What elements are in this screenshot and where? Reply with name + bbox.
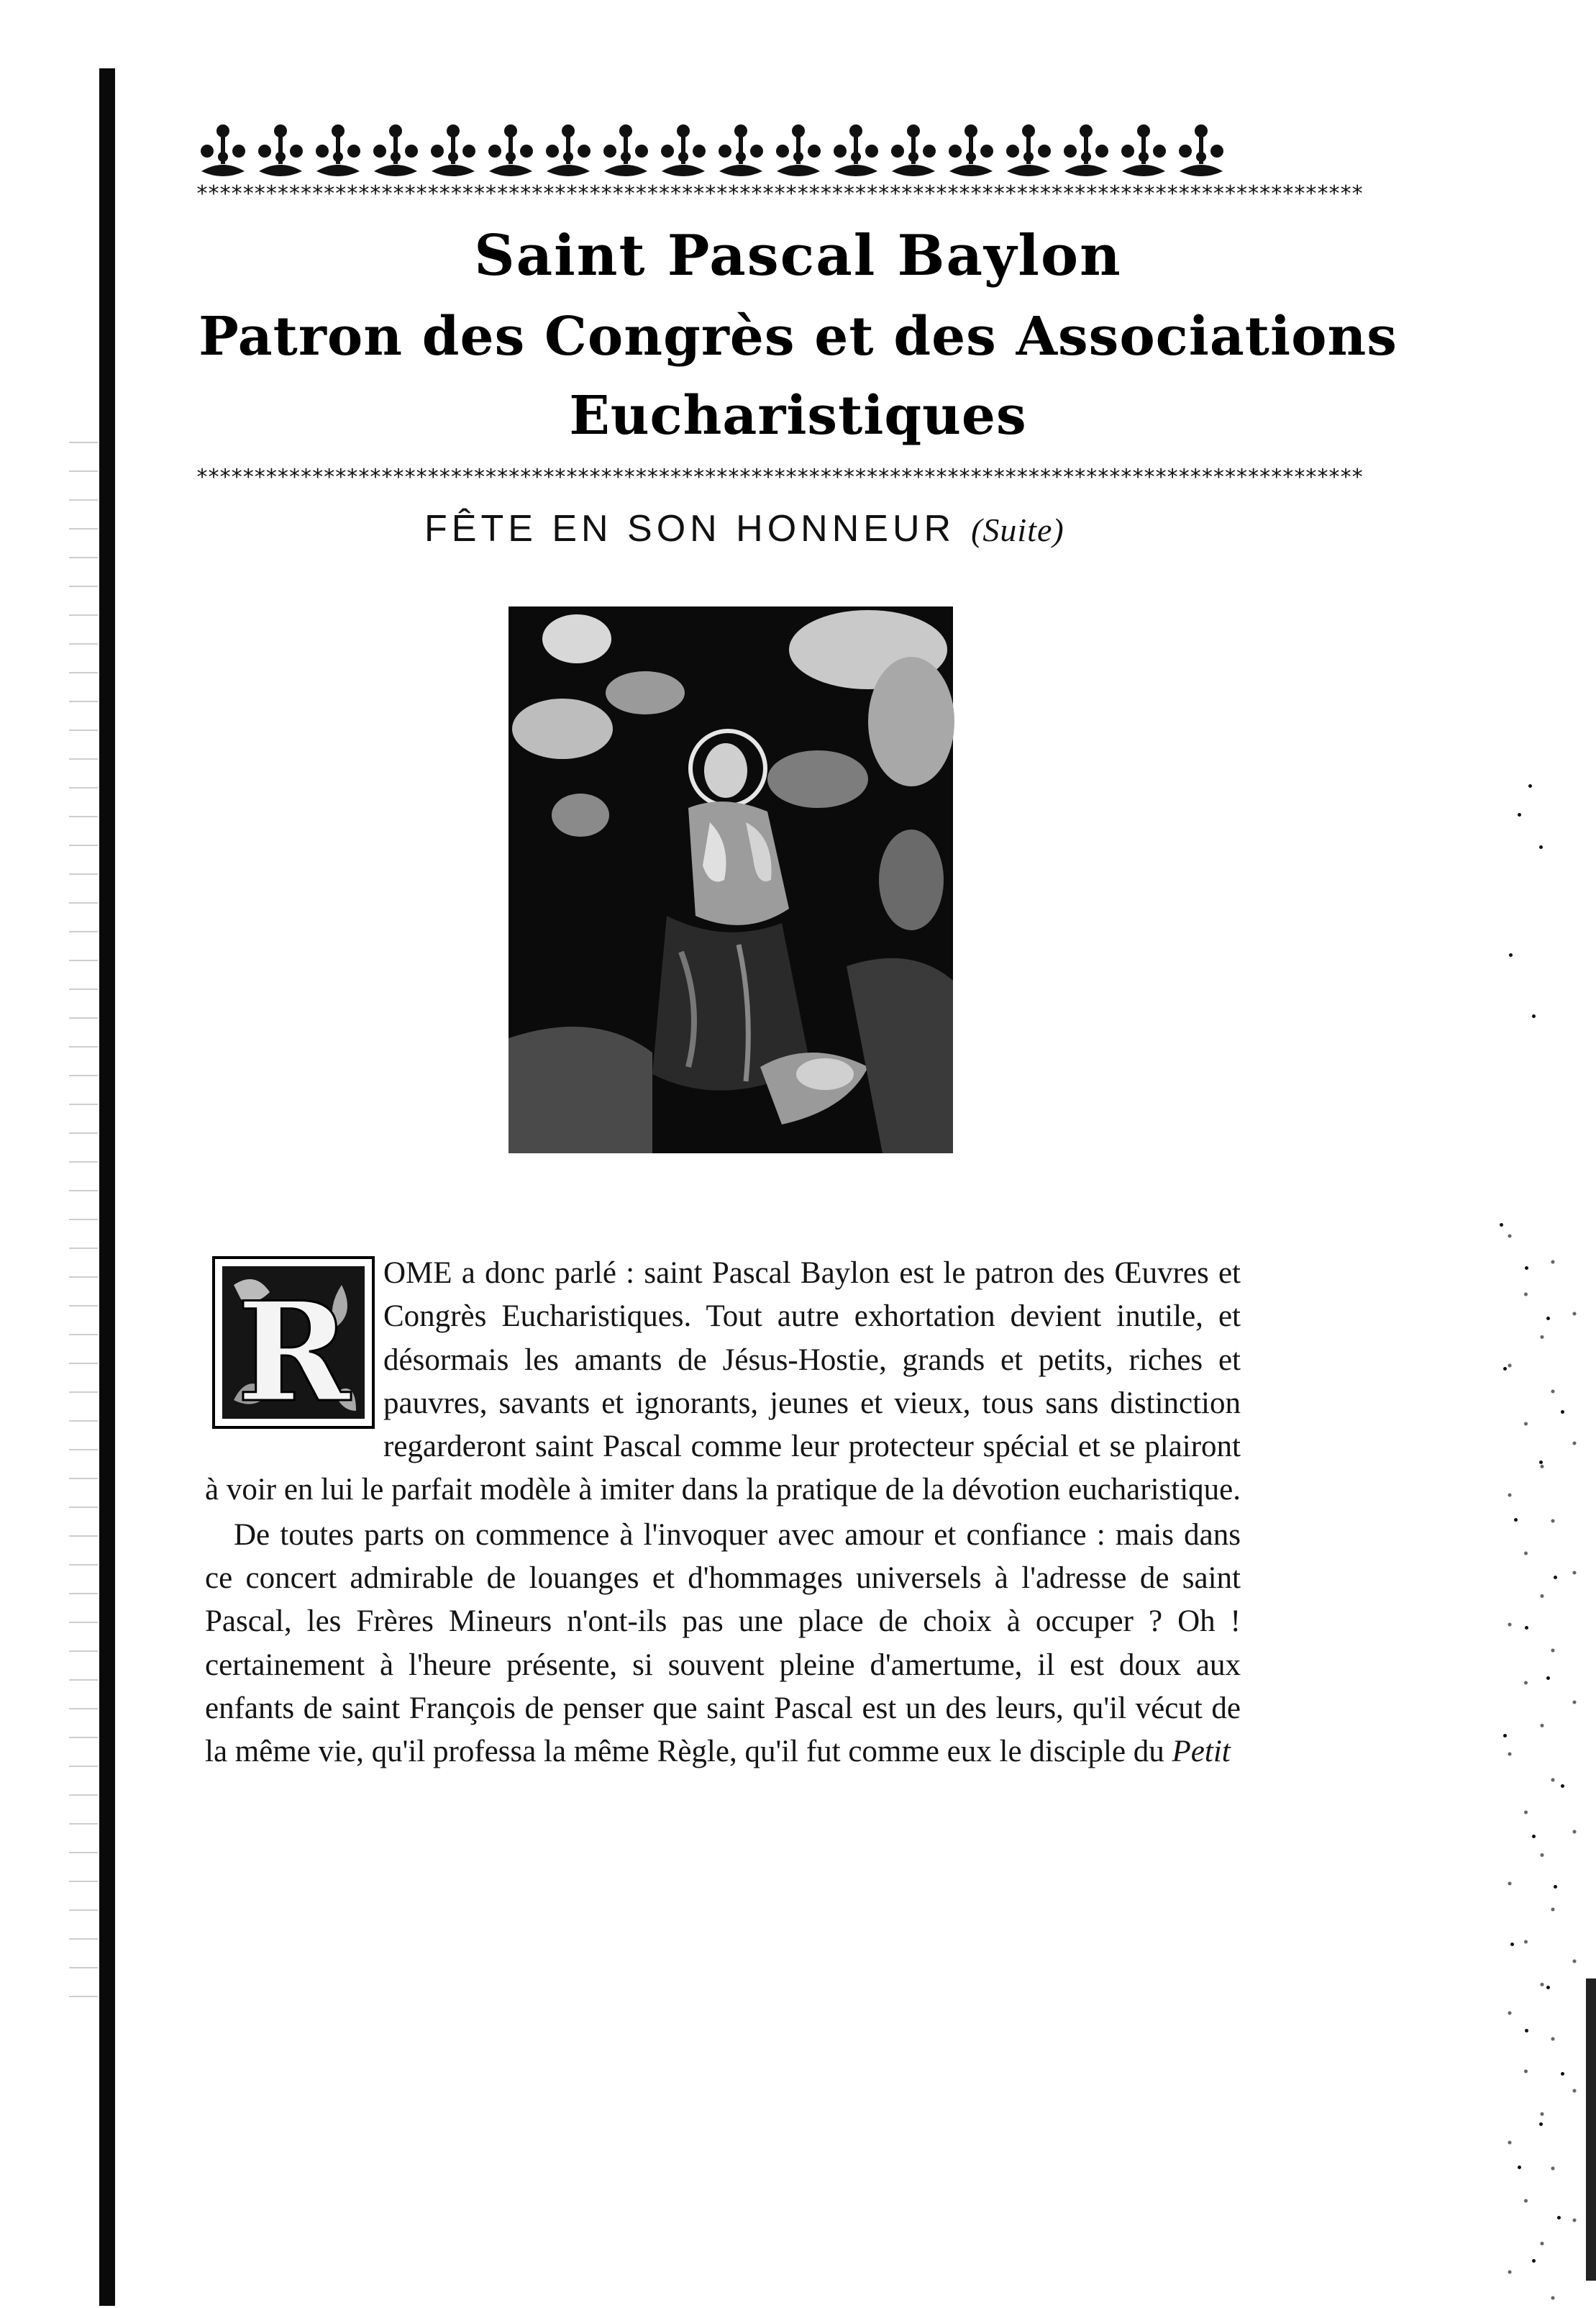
fleuron-ornament (1121, 124, 1166, 176)
paragraph-1-text: OME a donc parlé : saint Pascal Baylon est le patron des Œuvres et Congrès Eucharistiques. Tout autre exhortation devient inutile, et désormais les amants de Jésus-Hostie, grands et petits, riches et pauvres, savants et ignorants, jeunes et vieux, tous sans distinction regarderont saint Pascal comme leur protecteur spécial et se plairont à voir en lui le parfait modèle à imiter dans la pratique de la dévotion eucharistique. (205, 1256, 1241, 1507)
fleuron-ornament (949, 124, 993, 176)
paper-speck (1532, 2259, 1536, 2263)
dropcap-space (205, 1252, 383, 1427)
fleuron-ornament (258, 124, 303, 176)
paper-speck (1539, 2122, 1543, 2126)
fleuron-ornament (891, 124, 936, 176)
fleuron-ornament (488, 124, 533, 176)
dropcap-letter: R (237, 1272, 350, 1432)
fleuron-ornament (373, 124, 418, 176)
section-heading-note: (Suite) (971, 512, 1064, 548)
fleuron-ornament (834, 124, 878, 176)
paragraph-1 (205, 1252, 1241, 1512)
star-rule-top: ***************************************************************************************************** (196, 181, 1363, 206)
paper-speck (1554, 1885, 1557, 1889)
section-heading-text: FÊTE EN SON HONNEUR (424, 508, 956, 550)
right-edge-speckle (1488, 1223, 1596, 2302)
paper-speck (1532, 1835, 1536, 1838)
article-title-line-2: Patron des Congrès et des Associations (199, 306, 1397, 368)
star-rule-bottom: ***************************************************************************************************** (196, 465, 1363, 490)
paragraph-2-italic-end: Petit (1172, 1735, 1231, 1769)
fleuron-ornament (1064, 124, 1108, 176)
paper-speck (1561, 1410, 1564, 1414)
paragraph-2 (205, 1514, 1241, 1774)
binding-speckle (69, 432, 98, 2014)
paper-speck (1518, 2166, 1521, 2169)
article-title-line-3: Eucharistiques (569, 385, 1027, 447)
fleuron-ornament (546, 124, 590, 176)
paper-speck (1525, 1626, 1528, 1630)
paper-speck (1525, 1266, 1528, 1270)
paper-speck (1510, 1943, 1514, 1946)
paper-speck (1503, 1734, 1507, 1737)
right-edge-shadow (1586, 1978, 1596, 2281)
paper-speck (1518, 813, 1521, 817)
fleuron-ornament (661, 124, 706, 176)
article-body (205, 1252, 1241, 1774)
fleuron-ornament (719, 124, 763, 176)
article-title: Saint Pascal Baylon (474, 223, 1122, 288)
fleuron-ornament (431, 124, 475, 176)
paper-speck (1539, 845, 1543, 849)
paper-speck (1554, 1576, 1557, 1579)
fleuron-ornament (1006, 124, 1051, 176)
paper-speck (1557, 2216, 1561, 2220)
paper-speck (1503, 1367, 1507, 1371)
fleuron-ornament (603, 124, 648, 176)
fleuron-ornament-row (194, 115, 1230, 183)
paper-speck (1561, 1784, 1564, 1788)
paper-speck (1509, 953, 1513, 957)
paragraph-2-text: De toutes parts on commence à l'invoquer avec amour et confiance : mais dans ce concert admirable de louanges et d'hommages universels à l'adresse de saint Pascal, les Frères Mineurs n'ont-ils pas une place de choix à occuper ? Oh ! certainement à l'heure présente, si souvent pleine d'amertume, il est doux aux enfants de saint François de penser que saint Pascal est un des leurs, qu'il vécut de la même vie, qu'il professa la même Règle, qu'il fut comme eux le disciple du (205, 1517, 1241, 1769)
paper-speck (1514, 1518, 1518, 1522)
paper-speck (1539, 1460, 1543, 1464)
paper-speck (1525, 2029, 1528, 2032)
section-heading (424, 507, 1216, 550)
paper-speck (1546, 1676, 1550, 1680)
paper-speck (1546, 1986, 1550, 1989)
fleuron-ornament (776, 124, 821, 176)
paper-speck (1561, 2072, 1564, 2076)
fleuron-ornament (1179, 124, 1223, 176)
fleuron-ornament (201, 124, 245, 176)
paper-speck (1532, 1014, 1536, 1018)
paper-speck (1500, 1223, 1503, 1227)
fleuron-ornament (316, 124, 360, 176)
saint-engraving-image (509, 606, 953, 1153)
paper-speck (1528, 784, 1532, 788)
paper-speck (1546, 1317, 1550, 1320)
